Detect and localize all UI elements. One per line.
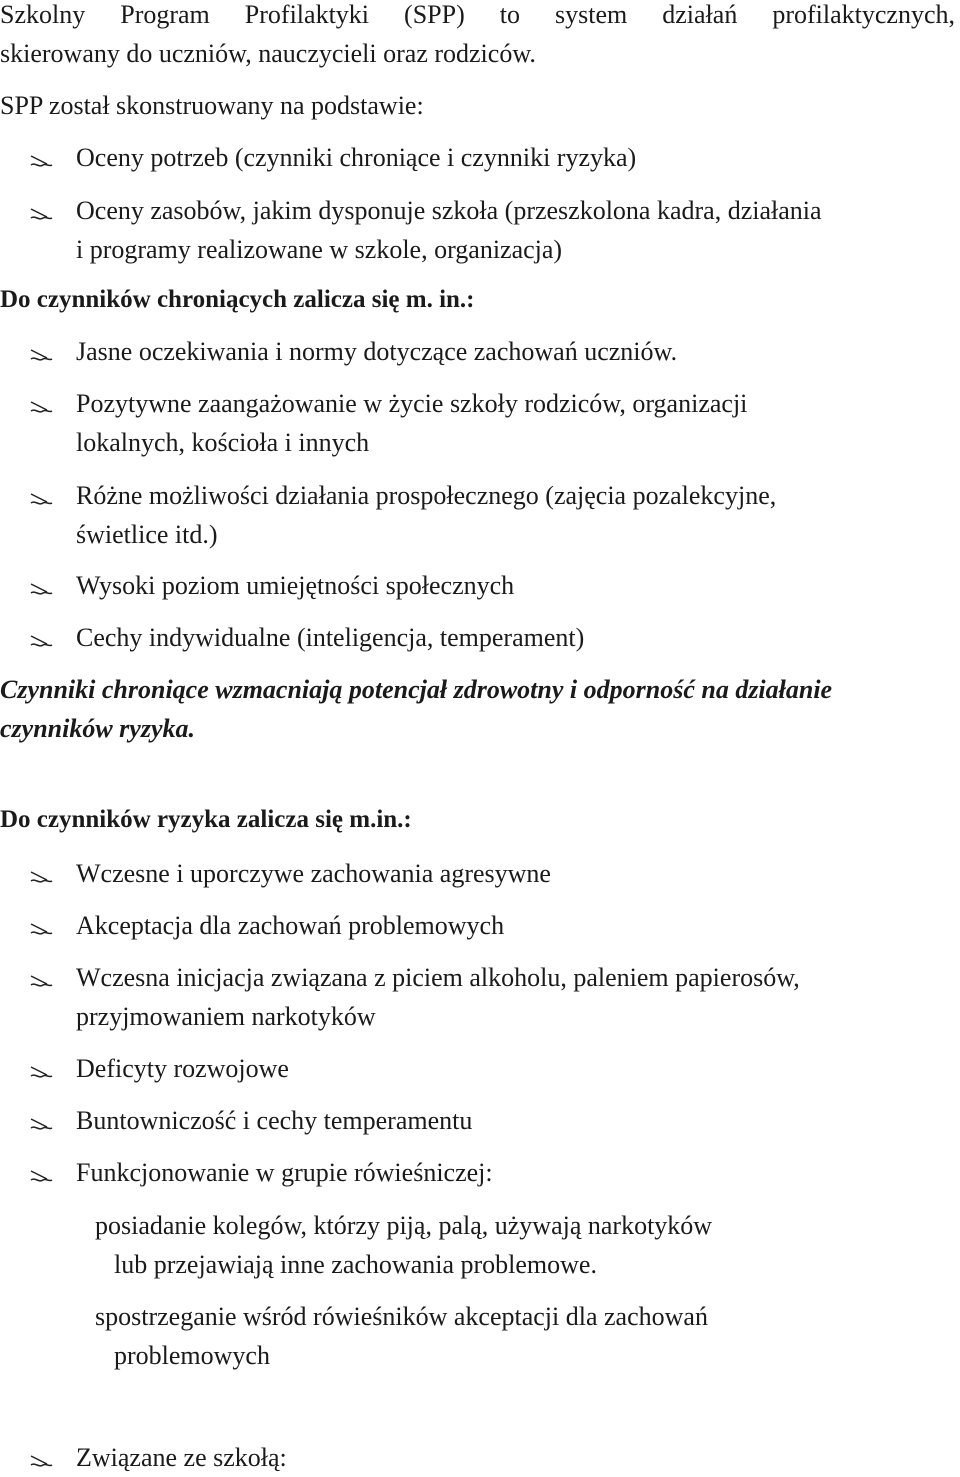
- list-item-line: przyjmowaniem narkotyków: [76, 1002, 376, 1031]
- list-item-text: Oceny potrzeb (czynniki chroniące i czynniki ryzyka): [76, 143, 637, 172]
- sub-item-line: posiadanie kolegów, którzy piją, palą, używają narkotyków: [95, 1211, 713, 1240]
- sub-item-line: problemowych: [114, 1341, 270, 1370]
- intro-line-1: Szkolny Program Profilaktyki (SPP) to system działań profilaktycznych,: [0, 0, 955, 29]
- intro-paragraph: [0, 0, 955, 73]
- wave-dash-bullet-icon: [28, 384, 58, 423]
- sub-list-item: [95, 1297, 855, 1375]
- risk-heading: Do czynników ryzyka zalicza się m.in.:: [0, 806, 412, 833]
- list-item-line: Pozytywne zaangażowanie w życie szkoły rodziców, organizacji: [76, 389, 748, 418]
- wave-dash-bullet-icon: [28, 1049, 58, 1088]
- wave-dash-bullet-icon: [28, 1101, 58, 1140]
- list-item-text: [76, 191, 936, 269]
- sub-item-line: lub przejawiają inne zachowania problemowe.: [114, 1250, 597, 1279]
- list-item-line: lokalnych, kościoła i innych: [76, 428, 370, 457]
- list-item-text: Deficyty rozwojowe: [76, 1054, 289, 1083]
- list-item-line: świetlice itd.): [76, 520, 218, 549]
- list-item-text: Akceptacja dla zachowań problemowych: [76, 911, 505, 940]
- list-item-line: Oceny zasobów, jakim dysponuje szkoła (przeszkolona kadra, działania: [76, 196, 822, 225]
- list-item-text: Jasne oczekiwania i normy dotyczące zachowań uczniów.: [76, 337, 678, 366]
- note-line-1: Czynniki chroniące wzmacniają potencjał zdrowotny i odporność na działanie: [0, 675, 833, 704]
- list-item-text: Wczesne i uporczywe zachowania agresywne: [76, 859, 551, 888]
- list-item-text: Buntowniczość i cechy temperamentu: [76, 1106, 473, 1135]
- list-item-text: [76, 958, 936, 1036]
- note-line-2: czynników ryzyka.: [0, 714, 195, 743]
- intro-line-2: skierowany do uczniów, nauczycieli oraz rodziców.: [0, 39, 536, 68]
- list-item-text: Cechy indywidualne (inteligencja, temperament): [76, 623, 585, 652]
- wave-dash-bullet-icon: [28, 476, 58, 515]
- list-item-text: Funkcjonowanie w grupie rówieśniczej:: [76, 1158, 493, 1187]
- list-item-text: [76, 476, 936, 554]
- wave-dash-bullet-icon: [28, 618, 58, 657]
- wave-dash-bullet-icon: [28, 1153, 58, 1192]
- wave-dash-bullet-icon: [28, 958, 58, 997]
- list-item-line: i programy realizowane w szkole, organizacja): [76, 235, 563, 264]
- wave-dash-bullet-icon: [28, 138, 58, 177]
- wave-dash-bullet-icon: [28, 1438, 58, 1477]
- basis-heading: SPP został skonstruowany na podstawie:: [0, 91, 424, 120]
- list-item-line: Wczesna inicjacja związana z piciem alkoholu, paleniem papierosów,: [76, 963, 800, 992]
- sub-item-line: spostrzeganie wśród rówieśników akceptacji dla zachowań: [95, 1302, 708, 1331]
- wave-dash-bullet-icon: [28, 566, 58, 605]
- sub-list-item: [95, 1206, 855, 1284]
- list-item-text: Wysoki poziom umiejętności społecznych: [76, 571, 515, 600]
- protective-heading: Do czynników chroniących zalicza się m. in.:: [0, 286, 475, 313]
- list-item-text: Związane ze szkołą:: [76, 1443, 287, 1472]
- wave-dash-bullet-icon: [28, 191, 58, 230]
- list-item-text: [76, 384, 936, 462]
- wave-dash-bullet-icon: [28, 332, 58, 371]
- protective-note: [0, 670, 955, 748]
- wave-dash-bullet-icon: [28, 906, 58, 945]
- list-item-line: Różne możliwości działania prospołecznego (zajęcia pozalekcyjne,: [76, 481, 777, 510]
- wave-dash-bullet-icon: [28, 854, 58, 893]
